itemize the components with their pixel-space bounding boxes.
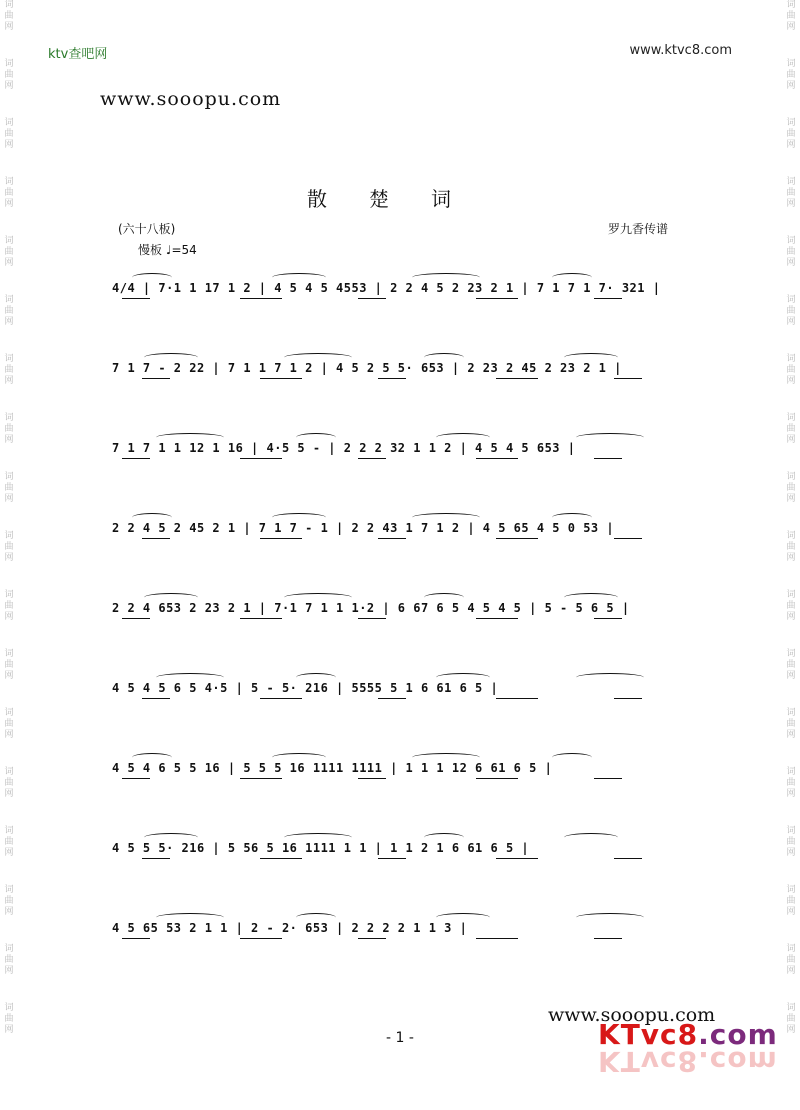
sidebar-watermark-glyph: 词 [4, 708, 14, 718]
beam-underline [122, 778, 150, 779]
sidebar-watermark-glyph: 词 [786, 708, 796, 718]
sidebar-watermark-glyph: 词 [4, 767, 14, 777]
sidebar-watermark-glyph: 词 [786, 354, 796, 364]
slur-mark [412, 273, 480, 282]
sidebar-watermark-glyph: 曲 [4, 601, 14, 611]
beam-underline [378, 538, 406, 539]
slur-mark [296, 913, 336, 922]
slur-marks [112, 668, 712, 680]
sidebar-watermark-glyph: 网 [786, 789, 796, 799]
sidebar-watermark [784, 295, 798, 328]
sidebar-watermark-glyph: 词 [786, 236, 796, 246]
beam-underline [142, 858, 170, 859]
beam-underline [378, 858, 406, 859]
beam-underline [614, 858, 642, 859]
slur-mark [552, 273, 592, 282]
sidebar-watermark-glyph: 词 [4, 472, 14, 482]
sidebar-watermark-glyph: 曲 [786, 1014, 796, 1024]
sidebar-watermark-glyph: 曲 [4, 542, 14, 552]
sidebar-watermark-glyph: 曲 [786, 188, 796, 198]
sidebar-watermark-glyph: 网 [786, 553, 796, 563]
beam-underline [240, 458, 282, 459]
sidebar-watermark-glyph: 曲 [786, 365, 796, 375]
sidebar-watermark-glyph: 词 [4, 531, 14, 541]
sidebar-watermark [784, 413, 798, 446]
right-watermark-strip [784, 0, 798, 1110]
sidebar-watermark-glyph: 曲 [4, 955, 14, 965]
beam-underline [240, 298, 282, 299]
sidebar-watermark-glyph: 曲 [786, 896, 796, 906]
beam-underline [240, 778, 282, 779]
sidebar-watermark-glyph: 网 [786, 258, 796, 268]
banshi-label: (六十八板) [118, 222, 176, 236]
sidebar-watermark-glyph: 曲 [786, 837, 796, 847]
slur-mark [132, 513, 172, 522]
page-number: - 1 - [386, 1030, 414, 1046]
sidebar-watermark-glyph: 词 [4, 1003, 14, 1013]
sidebar-watermark-glyph: 曲 [786, 306, 796, 316]
sidebar-watermark-glyph: 网 [4, 966, 14, 976]
slur-mark [284, 353, 352, 362]
slur-mark [284, 593, 352, 602]
sidebar-watermark-glyph: 词 [786, 472, 796, 482]
slur-mark [576, 913, 644, 922]
slur-marks [112, 828, 712, 840]
slur-marks [112, 588, 712, 600]
score-row [112, 668, 712, 702]
slur-mark [272, 513, 326, 522]
sidebar-watermark-glyph: 曲 [786, 424, 796, 434]
beam-underline [358, 458, 386, 459]
sidebar-watermark-glyph: 词 [786, 590, 796, 600]
sidebar-watermark [784, 236, 798, 269]
score-row-notes: 4/4 | 7·1 1 17 1 2 | 4 5 4 5 4553 | 2 2 4 5 2 23 2 1 | 7 1 7 1 7· 321 | [112, 281, 661, 295]
slur-mark [552, 753, 592, 762]
beam-underline [594, 618, 622, 619]
sidebar-watermark [2, 826, 16, 859]
sidebar-watermark [784, 354, 798, 387]
sidebar-watermark-glyph: 曲 [4, 11, 14, 21]
beam-underline [496, 538, 538, 539]
beam-underline [496, 858, 538, 859]
sidebar-watermark-glyph: 网 [786, 140, 796, 150]
beam-underline [614, 378, 642, 379]
slur-marks [112, 268, 712, 280]
sidebar-watermark-glyph: 曲 [786, 247, 796, 257]
beam-underline [378, 378, 406, 379]
sidebar-watermark-glyph: 网 [4, 376, 14, 386]
sidebar-watermark-glyph: 词 [4, 944, 14, 954]
sidebar-watermark [784, 944, 798, 977]
score-row-notes: 7 1 7 1 1 12 1 16 | 4·5 5 - | 2 2 2 32 1 1 2 | 4 5 4 5 653 | [112, 441, 576, 455]
logo-reflection: KTvc8.com [598, 1045, 778, 1078]
sidebar-watermark-glyph: 曲 [786, 955, 796, 965]
sidebar-watermark [784, 649, 798, 682]
sidebar-watermark [784, 472, 798, 505]
sidebar-watermark [784, 118, 798, 151]
sidebar-watermark-glyph: 曲 [4, 188, 14, 198]
sidebar-watermark-glyph: 网 [4, 435, 14, 445]
slur-marks [112, 908, 712, 920]
sidebar-watermark-glyph: 词 [786, 531, 796, 541]
sidebar-watermark-glyph: 词 [786, 826, 796, 836]
sidebar-watermark-glyph: 网 [786, 730, 796, 740]
sidebar-watermark-glyph: 曲 [4, 306, 14, 316]
sidebar-watermark [2, 0, 16, 33]
score-row [112, 748, 712, 782]
site-url-header[interactable]: www.ktvc8.com [629, 43, 732, 58]
score-row [112, 908, 712, 942]
beam-underline [594, 778, 622, 779]
sidebar-watermark [784, 590, 798, 623]
slur-mark [424, 353, 464, 362]
sidebar-watermark-glyph: 网 [4, 907, 14, 917]
score-row [112, 508, 712, 542]
sidebar-watermark [784, 0, 798, 33]
sidebar-watermark-glyph: 词 [4, 0, 14, 10]
beam-underline [476, 778, 518, 779]
slur-mark [424, 593, 464, 602]
watermark-url-top: www.sooopu.com [100, 88, 282, 110]
beam-underline [122, 938, 150, 939]
sidebar-watermark-glyph: 词 [786, 885, 796, 895]
sidebar-watermark-glyph: 词 [786, 944, 796, 954]
logo-text-tail: .com [698, 1018, 778, 1051]
transcriber-credit: 罗九香传谱 [608, 222, 669, 236]
slur-mark [144, 353, 198, 362]
sidebar-watermark-glyph: 词 [4, 236, 14, 246]
sidebar-watermark-glyph: 曲 [4, 247, 14, 257]
beam-underline [594, 298, 622, 299]
sidebar-watermark-glyph: 曲 [4, 1014, 14, 1024]
sidebar-watermark-glyph: 网 [4, 494, 14, 504]
sidebar-watermark [2, 295, 16, 328]
sidebar-watermark-glyph: 网 [786, 1025, 796, 1035]
sidebar-watermark-glyph: 网 [786, 671, 796, 681]
sidebar-watermark-glyph: 网 [786, 907, 796, 917]
sidebar-watermark-glyph: 网 [4, 671, 14, 681]
beam-underline [476, 298, 518, 299]
beam-underline [594, 458, 622, 459]
sidebar-watermark-glyph: 词 [786, 649, 796, 659]
beam-underline [142, 538, 170, 539]
sidebar-watermark-glyph: 词 [786, 295, 796, 305]
sidebar-watermark-glyph: 曲 [786, 660, 796, 670]
beam-underline [122, 458, 150, 459]
beam-underline [142, 698, 170, 699]
beam-underline [122, 618, 150, 619]
slur-mark [132, 273, 172, 282]
beam-underline [614, 538, 642, 539]
slur-mark [412, 753, 480, 762]
slur-mark [284, 833, 352, 842]
slur-marks [112, 348, 712, 360]
sidebar-watermark-glyph: 网 [786, 435, 796, 445]
sidebar-watermark-glyph: 曲 [786, 11, 796, 21]
sidebar-watermark [2, 649, 16, 682]
sidebar-watermark-glyph: 网 [786, 317, 796, 327]
sidebar-watermark-glyph: 曲 [4, 837, 14, 847]
tempo-marking: 慢板 ♩=54 [138, 243, 197, 257]
sidebar-watermark-glyph: 曲 [4, 129, 14, 139]
score-row-notes: 4 5 5 5· 216 | 5 56 5 16 1111 1 1 | 1 1 2 1 6 61 6 5 | [112, 841, 530, 855]
slur-mark [436, 433, 490, 442]
sidebar-watermark-glyph: 词 [786, 0, 796, 10]
sidebar-watermark-glyph: 网 [786, 199, 796, 209]
slur-mark [144, 593, 198, 602]
slur-mark [576, 673, 644, 682]
sidebar-watermark-glyph: 网 [786, 22, 796, 32]
beam-underline [358, 938, 386, 939]
sidebar-watermark [784, 826, 798, 859]
slur-mark [424, 833, 464, 842]
sidebar-watermark [784, 531, 798, 564]
score-title: 散楚词 [307, 187, 493, 211]
sidebar-watermark [2, 59, 16, 92]
site-name-header[interactable]: ktv查吧网 [48, 47, 108, 62]
slur-mark [576, 433, 644, 442]
sidebar-watermark-glyph: 词 [4, 649, 14, 659]
slur-mark [296, 433, 336, 442]
sidebar-watermark-glyph: 网 [4, 848, 14, 858]
slur-mark [564, 593, 618, 602]
score-row-notes: 2 2 4 653 2 23 2 1 | 7·1 7 1 1 1·2 | 6 67 6 5 4 5 4 5 | 5 - 5 6 5 | [112, 601, 630, 615]
sidebar-watermark-glyph: 网 [4, 553, 14, 563]
sidebar-watermark-glyph: 曲 [786, 483, 796, 493]
sidebar-watermark-glyph: 网 [4, 789, 14, 799]
sidebar-watermark-glyph: 词 [4, 354, 14, 364]
score-row [112, 428, 712, 462]
sidebar-watermark-glyph: 网 [786, 848, 796, 858]
sidebar-watermark [2, 413, 16, 446]
sidebar-watermark-glyph: 网 [4, 22, 14, 32]
ktvc8-logo[interactable] [598, 1018, 778, 1078]
sidebar-watermark-glyph: 曲 [4, 719, 14, 729]
sidebar-watermark-glyph: 网 [786, 494, 796, 504]
sidebar-watermark-glyph: 词 [4, 59, 14, 69]
score-row-notes: 4 5 4 6 5 5 16 | 5 5 5 16 1111 1111 | 1 1 1 12 6 61 6 5 | [112, 761, 553, 775]
slur-mark [436, 673, 490, 682]
sidebar-watermark [784, 767, 798, 800]
beam-underline [358, 298, 386, 299]
slur-mark [272, 753, 326, 762]
score-row-notes: 4 5 4 5 6 5 4·5 | 5 - 5· 216 | 5555 5 1 6 61 6 5 | [112, 681, 499, 695]
sidebar-watermark-glyph: 曲 [4, 424, 14, 434]
score-row [112, 268, 712, 302]
sidebar-watermark [784, 59, 798, 92]
sidebar-watermark [2, 472, 16, 505]
sidebar-watermark [2, 118, 16, 151]
beam-underline [260, 698, 302, 699]
beam-underline [496, 698, 538, 699]
left-watermark-strip [2, 0, 16, 1110]
beam-underline [496, 378, 538, 379]
slur-mark [552, 513, 592, 522]
sidebar-watermark-glyph: 词 [4, 826, 14, 836]
sidebar-watermark [2, 708, 16, 741]
score-row-notes: 4 5 65 53 2 1 1 | 2 - 2· 653 | 2 2 2 2 1 1 3 | [112, 921, 468, 935]
beam-underline [358, 618, 386, 619]
beam-underline [614, 698, 642, 699]
slur-marks [112, 748, 712, 760]
beam-underline [260, 858, 302, 859]
sidebar-watermark-glyph: 网 [786, 376, 796, 386]
sidebar-watermark-glyph: 曲 [786, 778, 796, 788]
sidebar-watermark-glyph: 网 [4, 199, 14, 209]
sidebar-watermark-glyph: 词 [786, 1003, 796, 1013]
sidebar-watermark-glyph: 词 [786, 59, 796, 69]
beam-underline [358, 778, 386, 779]
slur-mark [272, 273, 326, 282]
sidebar-watermark [2, 944, 16, 977]
sidebar-watermark-glyph: 曲 [4, 70, 14, 80]
sidebar-watermark-glyph: 曲 [4, 483, 14, 493]
sidebar-watermark-glyph: 网 [786, 612, 796, 622]
score-row-notes: 2 2 4 5 2 45 2 1 | 7 1 7 - 1 | 2 2 43 1 7 1 2 | 4 5 65 4 5 0 53 | [112, 521, 615, 535]
slur-marks [112, 428, 712, 440]
slur-mark [132, 753, 172, 762]
slur-mark [156, 433, 224, 442]
logo-text-main: KTvc8 [598, 1018, 699, 1051]
sidebar-watermark-glyph: 网 [786, 966, 796, 976]
sidebar-watermark-glyph: 曲 [4, 660, 14, 670]
sidebar-watermark [784, 708, 798, 741]
sidebar-watermark-glyph: 词 [4, 413, 14, 423]
sidebar-watermark-glyph: 词 [4, 295, 14, 305]
beam-underline [594, 938, 622, 939]
sidebar-watermark-glyph: 词 [4, 885, 14, 895]
sidebar-watermark-glyph: 网 [4, 1025, 14, 1035]
sidebar-watermark-glyph: 词 [786, 413, 796, 423]
sidebar-watermark-glyph: 曲 [786, 542, 796, 552]
sidebar-watermark-glyph: 曲 [4, 365, 14, 375]
slur-mark [156, 673, 224, 682]
sidebar-watermark-glyph: 网 [4, 612, 14, 622]
slur-marks [112, 508, 712, 520]
sidebar-watermark-glyph: 曲 [786, 129, 796, 139]
sidebar-watermark-glyph: 网 [4, 258, 14, 268]
sidebar-watermark-glyph: 曲 [4, 896, 14, 906]
beam-underline [476, 618, 518, 619]
sidebar-watermark-glyph: 网 [786, 81, 796, 91]
sidebar-watermark-glyph: 曲 [4, 778, 14, 788]
beam-underline [476, 938, 518, 939]
sidebar-watermark-glyph: 词 [4, 590, 14, 600]
sidebar-watermark [2, 236, 16, 269]
sidebar-watermark-glyph: 曲 [786, 719, 796, 729]
beam-underline [122, 298, 150, 299]
beam-underline [378, 698, 406, 699]
score-row [112, 348, 712, 382]
sidebar-watermark [2, 531, 16, 564]
sidebar-watermark-glyph: 曲 [786, 601, 796, 611]
slur-mark [412, 513, 480, 522]
sidebar-watermark [2, 767, 16, 800]
beam-underline [476, 458, 518, 459]
sidebar-watermark-glyph: 网 [4, 317, 14, 327]
sidebar-watermark-glyph: 网 [4, 730, 14, 740]
slur-mark [144, 833, 198, 842]
sidebar-watermark-glyph: 曲 [786, 70, 796, 80]
sidebar-watermark [2, 590, 16, 623]
score-row-notes: 7 1 7 - 2 22 | 7 1 1 7 1 2 | 4 5 2 5 5· 653 | 2 23 2 45 2 23 2 1 | [112, 361, 622, 375]
sidebar-watermark-glyph: 词 [786, 767, 796, 777]
beam-underline [260, 378, 302, 379]
score-row [112, 828, 712, 862]
beam-underline [142, 378, 170, 379]
sidebar-watermark [2, 354, 16, 387]
sidebar-watermark-glyph: 网 [4, 81, 14, 91]
beam-underline [240, 938, 282, 939]
sidebar-watermark [784, 885, 798, 918]
slur-mark [296, 673, 336, 682]
sidebar-watermark-glyph: 词 [786, 177, 796, 187]
sidebar-watermark-glyph: 词 [4, 177, 14, 187]
slur-mark [436, 913, 490, 922]
sidebar-watermark-glyph: 网 [4, 140, 14, 150]
slur-mark [564, 833, 618, 842]
sidebar-watermark-glyph: 词 [786, 118, 796, 128]
beam-underline [260, 538, 302, 539]
slur-mark [156, 913, 224, 922]
sidebar-watermark-glyph: 词 [4, 118, 14, 128]
score-row [112, 588, 712, 622]
watermark-url-bottom: www.sooopu.com [548, 1004, 716, 1026]
beam-underline [240, 618, 282, 619]
sidebar-watermark [2, 885, 16, 918]
slur-mark [564, 353, 618, 362]
